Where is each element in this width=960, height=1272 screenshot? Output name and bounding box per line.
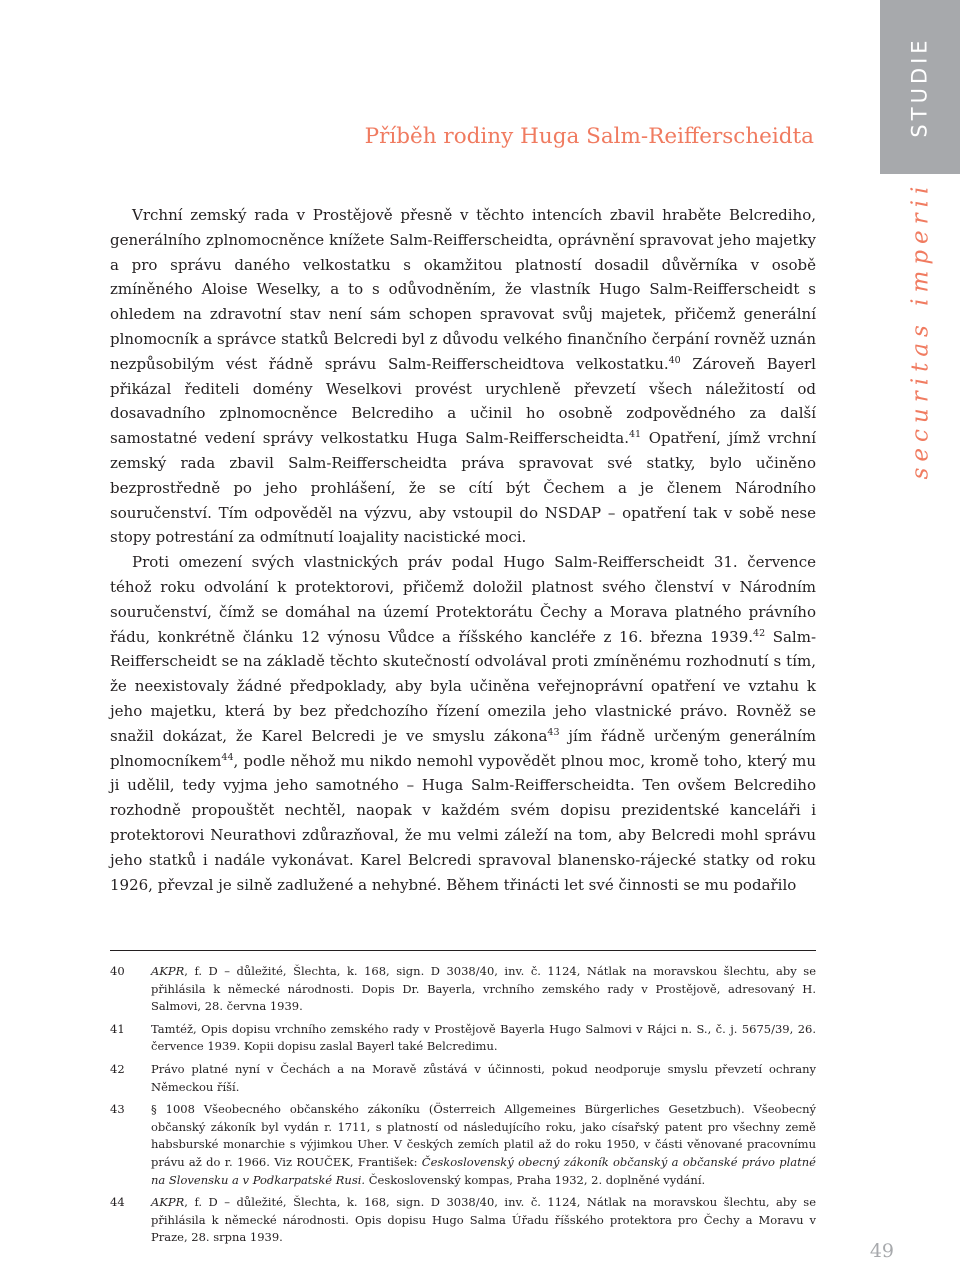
footnote-source: AKPR xyxy=(151,1195,185,1210)
footnote-body: , f. D – důležité, Šlechta, k. 168, sign. D 3038/40, inv. č. 1124, Nátlak na moravskou šlechtu, aby se přihlásila k německé národnosti. Opis dopisu Hugo Salma Úřadu říšského protektora pro Čechy a Moravu v Praze, 28. srpna 1939. xyxy=(151,1195,816,1245)
footnotes xyxy=(110,963,816,1252)
footnote-ref: 43 xyxy=(547,726,560,738)
footnote-book-title: Československý obecný zákoník občanský a občanské právo platné na Slovensku a v Podkarpatské Rusi. xyxy=(151,1154,816,1187)
footnote-ref: 41 xyxy=(628,429,642,441)
footnote xyxy=(110,963,816,1016)
paragraph-text: Salm-Reifferscheidt se na základě těchto skutečností odvolával proti zmíněnému rozhodnutí s tím, že neexistovaly žádné předpoklady, aby byla učiněna veřejnoprávní opatření ve vztahu k jeho majetku, která by bez předchozího řízení omezila jeho vlastnické právo. Rovněž se snažil dokázat, že Karel Belcredi je ve smyslu zákona xyxy=(110,627,817,745)
footnote-number: 44 xyxy=(110,1195,125,1210)
footnote-ref: 44 xyxy=(221,751,234,763)
footnote xyxy=(110,1061,816,1096)
footnote xyxy=(110,1194,816,1247)
footnote-ref: 40 xyxy=(668,354,681,366)
paragraph-text: Vrchní zemský rada v Prostějově přesně v těchto intencích zbavil hraběte Belcrediho, generálního zplnomocněnce knížete Salm-Reifferscheidta, oprávnění spravovat jeho majetky a pro správu daného velkostatku s okamžitou platností dosadil důvěrníka v osobě zmíněného Aloise Weselky, a to s odůvodněním, že vlastník Hugo Salm-Reifferscheidt s ohledem na zdravotní stav není sám schopen spravovat svůj majetek, přičemž generální plnomocník a správce statků Belcredi byl z důvodu velkého finančního čerpání rovněž uznán nezpůsobilým vést řádně správu Salm-Reifferscheidtova velkostatku. xyxy=(110,206,816,373)
footnote-text: Právo platné nyní v Čechách a na Moravě zůstává v účinnosti, pokud neodporuje smyslu převzetí ochrany Německou říší. xyxy=(151,1061,816,1094)
footnote-ref: 42 xyxy=(753,627,766,639)
paragraph-text: Proti omezení svých vlastnických práv podal Hugo Salm-Reifferscheidt 31. července téhož roku odvolání k protektorovi, přičemž doložil platnost svého členství v Národním souručenství, čímž se domáhal na území Protektorátu Čechy a Morava platného právního řádu, konkrétně článku 12 výnosu Vůdce a říšského kancléře z 16. března 1939. xyxy=(110,553,816,646)
footnote xyxy=(110,1021,816,1056)
footnote-number: 40 xyxy=(110,964,125,978)
footnote-text xyxy=(151,1194,816,1247)
section-tab xyxy=(880,0,960,174)
footnote-body: , f. D – důležité, Šlechta, k. 168, sign. D 3038/40, inv. č. 1124, Nátlak na moravskou šlechtu, aby se přihlásila k německé národnosti. Dopis Dr. Bayerla, vrchního zemského rady v Prostějově, adresovaný H. Salmovi, 28. června 1939. xyxy=(151,964,816,1014)
journal-motto-text: securitas imperii xyxy=(907,180,933,480)
paragraph xyxy=(110,203,816,550)
page-number: 49 xyxy=(869,1240,894,1262)
footnote-body: § 1008 Všeobecného občanského zákoníku (Österreich Allgemeines Bürgerliches Gesetzbuch). Všeobecný občanský zákoník byl vydán r. 1711, s platností od následujícího roku, jako císařský patent pro všechny země habsburské monarchie s výjimkou Uher. V českých zemích platil až do roku 1950, v části věnované pracovnímu právu až do r. 1966. Viz ROUČEK, František: xyxy=(151,1102,816,1169)
footnote-number: 41 xyxy=(110,1021,125,1036)
paragraph-text: , podle něhož mu nikdo nemohl vypovědět plnou moc, kromě toho, který mu ji udělil, tedy vyjma jeho samotného – Huga Salm-Reifferscheidta. Ten ovšem Belcrediho rozhodně propouštět nechtěl, naopak v každém svém dopisu prezidentské kanceláři i protektorovi Neurathovi zdůrazňoval, že mu velmi záleží na tom, aby Belcredi mohl správu jeho statků i nadále vykonávat. Karel Belcredi spravoval blanensko-rájecké statky od roku 1926, převzal je silně zadlužené a nehybné. Během třinácti let své činnosti se mu podařilo xyxy=(110,751,816,894)
footnote-text xyxy=(151,963,816,1016)
paragraph-text: Zároveň Bayerl přikázal řediteli domény Weselkovi provést urychleně převzetí všech náležitostí od dosavadního zplnomocněnce Belcrediho a učinil ho osobně zodpovědného za další samostatné vedení správy velkostatku Huga Salm-Reifferscheidta. xyxy=(110,354,816,448)
footnote-number: 43 xyxy=(110,1102,125,1117)
running-title: Příběh rodiny Huga Salm-Reifferscheidta xyxy=(364,124,814,149)
main-text xyxy=(110,203,816,897)
section-tab-label: STUDIE xyxy=(908,36,933,138)
journal-motto xyxy=(900,180,940,480)
footnote-number: 42 xyxy=(110,1061,125,1076)
footnote-source: AKPR xyxy=(151,964,185,978)
footnote xyxy=(110,1101,816,1189)
paragraph xyxy=(110,550,816,897)
footnote-body: Československý kompas, Praha 1932, 2. doplněné vydání. xyxy=(365,1172,706,1187)
paragraph-text: jím řádně určeným generálním plnomocníkem xyxy=(110,726,816,770)
paragraph-text: Opatření, jímž vrchní zemský rada zbavil Salm-Reifferscheidta práva spravovat své statky, bylo učiněno bezprostředně po jeho prohlášení, že se cítí být Čechem a je členem Národního souručenství. Tím odpověděl na výzvu, aby vstoupil do NSDAP – opatření tak v sobě nese stopy potrestání za odmítnutí loajality nacistické moci. xyxy=(110,429,817,547)
footnote-text: Tamtéž, Opis dopisu vrchního zemského rady v Prostějově Bayerla Hugo Salmovi v Rájci n. S., č. j. 5675/39, 26. července 1939. Kopii dopisu zaslal Bayerl také Belcredimu. xyxy=(151,1021,816,1054)
footnote-text xyxy=(151,1101,816,1189)
footnote-divider xyxy=(110,950,816,951)
